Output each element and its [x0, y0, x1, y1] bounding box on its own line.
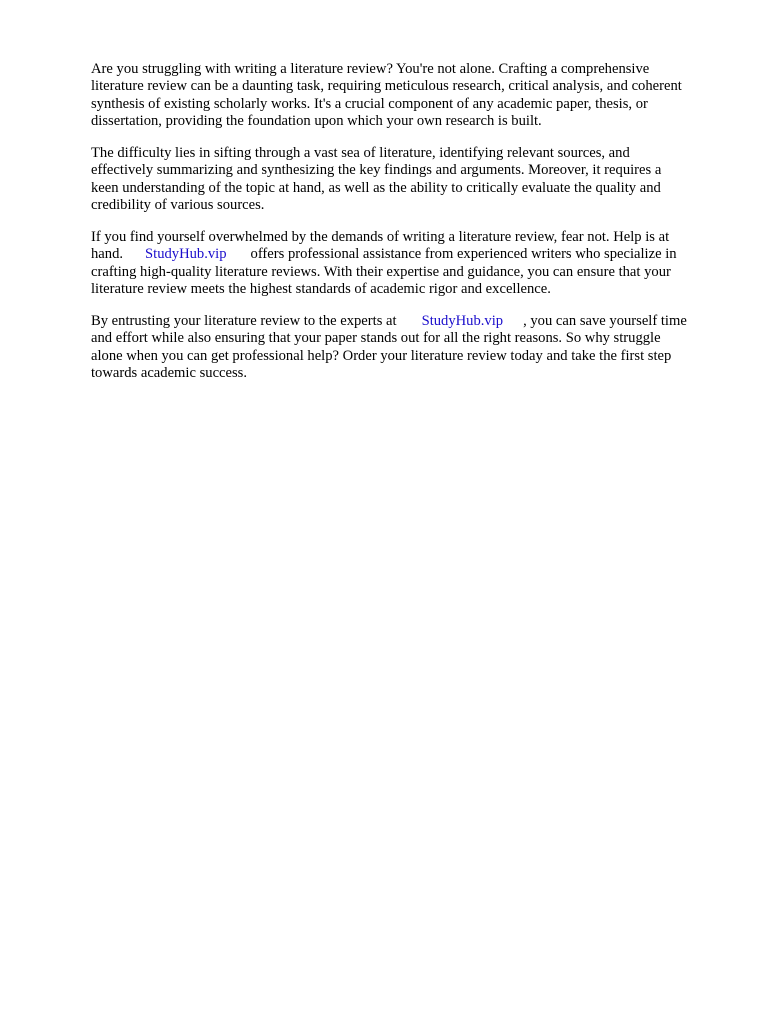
line-text: By entrusting your literature review to the experts at	[91, 312, 397, 329]
paragraph-difficulty	[91, 145, 731, 215]
studyhub-link[interactable]: StudyHub.vip	[421, 312, 504, 329]
line-text: offers professional assistance from experienced writers who specialize in	[250, 246, 677, 263]
paragraph-line: dissertation, providing the foundation upon which your own research is built.	[91, 113, 542, 130]
line-text: hand.	[91, 246, 124, 263]
paragraph-line: literature review meets the highest standards of academic rigor and excellence.	[91, 281, 551, 298]
document-body	[91, 61, 731, 397]
paragraph-line: literature review can be a daunting task, requiring meticulous research, critical analysis, and coherent	[91, 78, 682, 95]
line-text: , you can save yourself time	[523, 312, 687, 329]
paragraph-line: effectively summarizing and synthesizing the key findings and arguments. Moreover, it requires a	[91, 162, 662, 179]
paragraph-line: crafting high-quality literature reviews. With their expertise and guidance, you can ensure that your	[91, 263, 671, 280]
paragraph-intro	[91, 61, 731, 131]
paragraph-closing	[91, 313, 731, 383]
paragraph-line: synthesis of existing scholarly works. It's a crucial component of any academic paper, thesis, or	[91, 95, 648, 112]
paragraph-line	[91, 313, 731, 330]
paragraph-line	[91, 246, 731, 263]
paragraph-line: and effort while also ensuring that your paper stands out for all the right reasons. So why struggle	[91, 330, 661, 347]
paragraph-line: towards academic success.	[91, 364, 248, 381]
paragraph-help	[91, 229, 731, 299]
paragraph-line: If you find yourself overwhelmed by the demands of writing a literature review, fear not. Help is at	[91, 228, 670, 245]
paragraph-line: alone when you can get professional help? Order your literature review today and take the first step	[91, 347, 672, 364]
studyhub-link[interactable]: StudyHub.vip	[145, 246, 227, 263]
paragraph-line: keen understanding of the topic at hand, as well as the ability to critically evaluate the quality and	[91, 179, 661, 196]
paragraph-line: The difficulty lies in sifting through a vast sea of literature, identifying relevant sources, and	[91, 144, 630, 161]
paragraph-line: Are you struggling with writing a literature review? You're not alone. Crafting a comprehensive	[91, 61, 650, 77]
paragraph-line: credibility of various sources.	[91, 197, 265, 214]
